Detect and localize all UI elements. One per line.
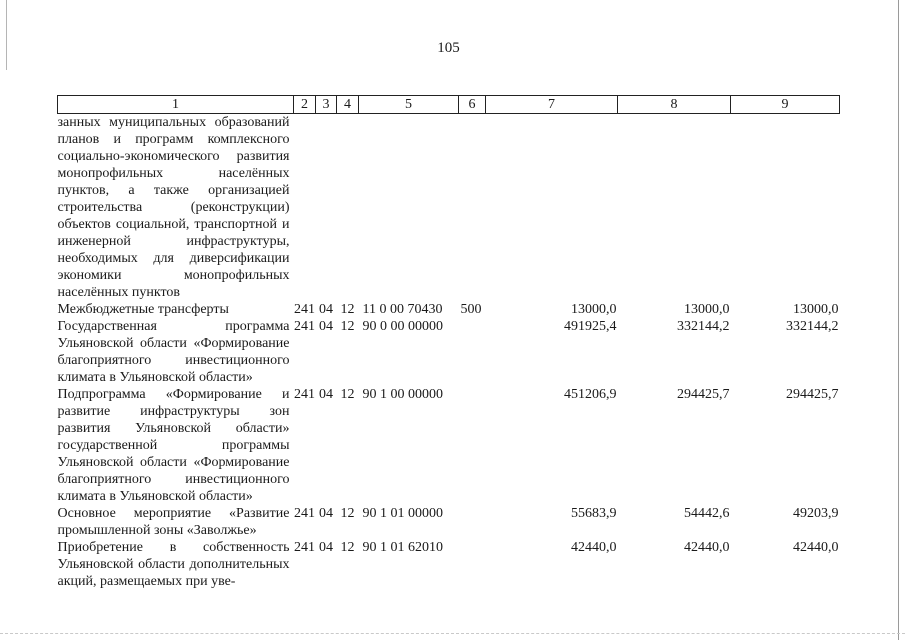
- col-header: 1: [58, 96, 294, 114]
- cell-value-2: 294425,7: [677, 387, 730, 402]
- cell-value-1: 42440,0: [571, 540, 617, 555]
- cell-grbs: 241: [294, 387, 315, 402]
- cell-grbs: 241: [294, 302, 315, 317]
- page-number: 105: [437, 40, 460, 56]
- cell-pr: 12: [340, 540, 355, 555]
- cell-value-1: 13000,0: [571, 302, 617, 317]
- cell-value-2: [618, 114, 731, 302]
- col-header: 7: [486, 96, 618, 114]
- scan-edge-left: [6, 0, 7, 70]
- cell-vr: [459, 505, 486, 539]
- cell-grbs: 241: [294, 319, 315, 334]
- cell-value-2: 42440,0: [684, 540, 730, 555]
- cell-grbs: [294, 114, 316, 302]
- col-header: 9: [731, 96, 840, 114]
- cell-value-3: 49203,9: [793, 506, 839, 521]
- cell-value-3: 13000,0: [793, 302, 839, 317]
- cell-rz: 04: [319, 506, 333, 521]
- cell-pr: 12: [340, 506, 355, 521]
- cell-csr: 90 0 00 00000: [362, 319, 443, 334]
- cell-value-3: 294425,7: [786, 387, 839, 402]
- cell-csr: 90 1 00 00000: [362, 387, 443, 402]
- col-header: 8: [618, 96, 731, 114]
- cell-pr: 12: [340, 302, 355, 317]
- cell-rz: 04: [319, 387, 333, 402]
- cell-grbs: 241: [294, 506, 315, 521]
- cell-pr: 12: [340, 319, 355, 334]
- scan-edge-right: [898, 0, 899, 640]
- cell-csr: 11 0 00 70430: [362, 302, 443, 317]
- cell-value-1: [486, 114, 618, 302]
- table-row: [58, 539, 840, 590]
- cell-csr: 90 1 01 62010: [362, 540, 443, 555]
- cell-value-2: 332144,2: [677, 319, 730, 334]
- cell-value-1: 55683,9: [571, 506, 617, 521]
- cell-vr: [459, 539, 486, 590]
- row-name: Межбюджетные трансферты: [57, 302, 229, 317]
- table-row: [58, 318, 840, 386]
- cell-rz: 04: [319, 540, 333, 555]
- cell-vr: 500: [460, 302, 482, 317]
- cell-rz: [316, 114, 337, 302]
- cell-grbs: 241: [294, 540, 315, 555]
- budget-table: [57, 95, 840, 590]
- cell-value-1: 451206,9: [564, 387, 617, 402]
- table-row: [58, 301, 840, 318]
- row-name: Приобретение в собственность Ульяновской области дополнительных акций, размещаемых при уве-: [57, 540, 290, 589]
- header-row: [58, 96, 840, 114]
- row-name: Основное мероприятие «Развитие промышленной зоны «Заволжье»: [57, 506, 290, 538]
- cell-pr: 12: [340, 387, 355, 402]
- cell-value-2: 13000,0: [684, 302, 730, 317]
- row-name: Подпрограмма «Формирование и развитие инфраструктуры зон развития Ульяновской области» государственной программы Ульяновской области «Формирование благоприятного инвестиционного климата в Ульяновской области»: [57, 387, 290, 504]
- cell-rz: 04: [319, 319, 333, 334]
- col-header: 2: [294, 96, 316, 114]
- cell-vr: [459, 114, 486, 302]
- row-name: занных муниципальных образований планов и программ комплексного социально-экономического развития монопрофильных населённых пунктов, а также организацией строительства (реконструкции) объектов социальной, транспортной и инженерной инфраструктуры, необходимых для диверсификации экономики монопрофильных населённых пунктов: [57, 115, 290, 300]
- cell-value-1: 491925,4: [564, 319, 617, 334]
- col-header: 6: [459, 96, 486, 114]
- cell-csr: [359, 114, 459, 302]
- cell-vr: [459, 318, 486, 386]
- table-row: [58, 505, 840, 539]
- col-header: 3: [316, 96, 337, 114]
- cell-rz: 04: [319, 302, 333, 317]
- scan-edge-bottom: [0, 633, 905, 634]
- cell-pr: [337, 114, 359, 302]
- cell-value-2: 54442,6: [684, 506, 730, 521]
- table-row: [58, 386, 840, 505]
- cell-value-3: [731, 114, 840, 302]
- row-name: Государственная программа Ульяновской области «Формирование благоприятного инвестиционного климата в Ульяновской области»: [57, 319, 290, 385]
- cell-value-3: 42440,0: [793, 540, 839, 555]
- cell-vr: [459, 386, 486, 505]
- table-row: [58, 114, 840, 302]
- cell-csr: 90 1 01 00000: [362, 506, 443, 521]
- cell-value-3: 332144,2: [786, 319, 839, 334]
- col-header: 5: [359, 96, 459, 114]
- col-header: 4: [337, 96, 359, 114]
